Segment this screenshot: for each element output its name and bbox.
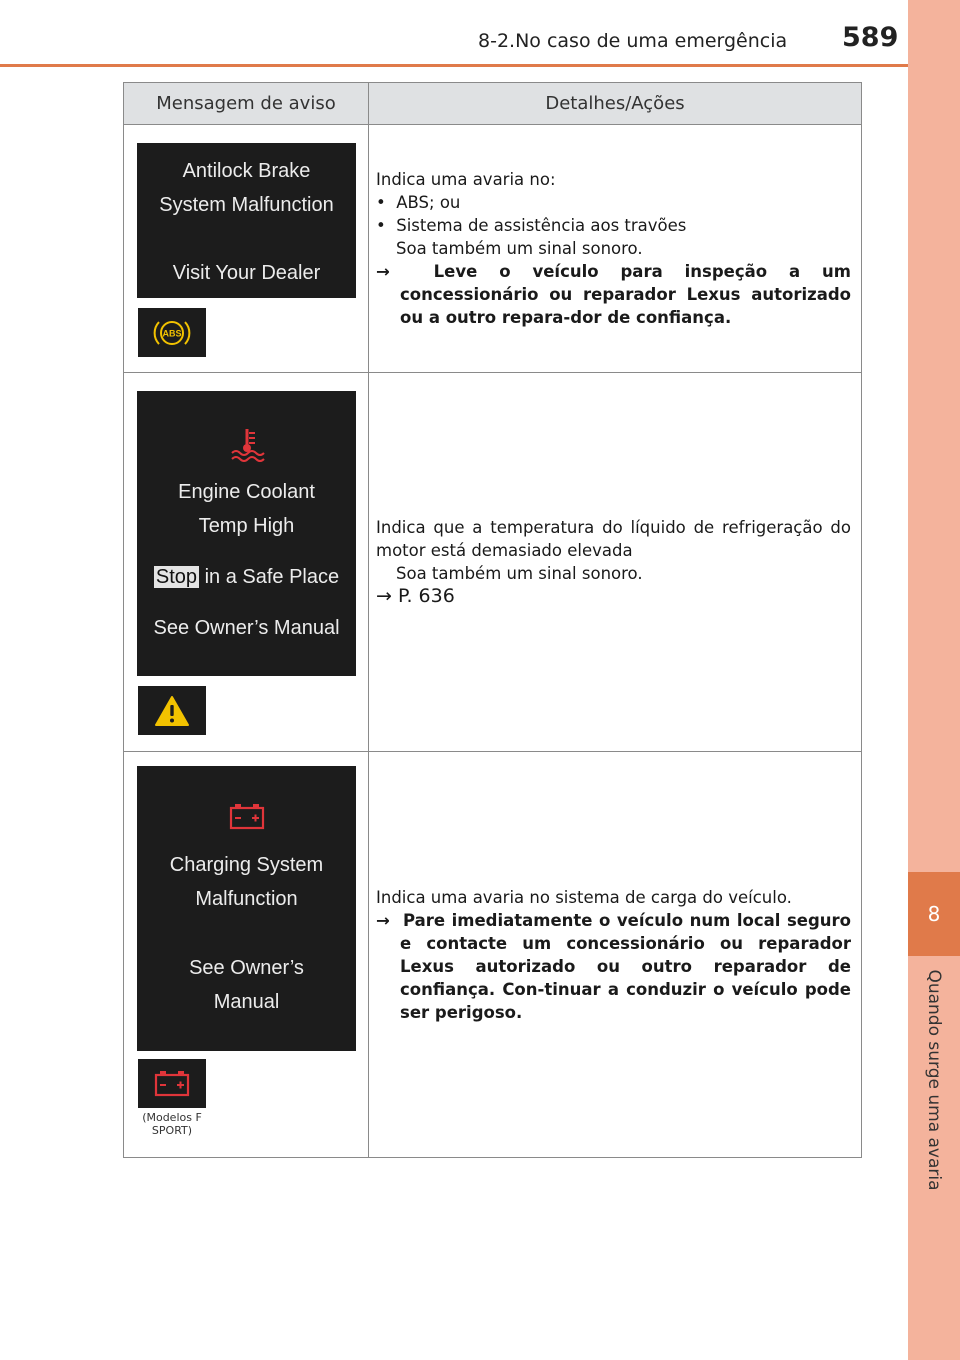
message-line: Engine Coolant	[178, 481, 315, 503]
action-line	[376, 909, 851, 1024]
table-row	[124, 752, 861, 1157]
page-reference	[376, 585, 851, 608]
battery-icon	[153, 1069, 191, 1099]
svg-text:ABS: ABS	[162, 328, 182, 338]
charging-warning-light	[138, 1059, 206, 1108]
details-cell	[369, 125, 861, 372]
arrow-glyph: →	[376, 585, 392, 607]
bullet-text: ABS; ou	[396, 193, 461, 212]
bullet-item: • Sistema de assistência aos travões	[376, 216, 687, 235]
multi-info-display-message	[137, 391, 356, 676]
action-text: Leve o veículo para inspeção a um concessionário ou reparador Lexus autorizado ou a outro repara-dor de confiança.	[400, 262, 851, 327]
bullet-item: • ABS; ou	[376, 193, 461, 212]
abs-warning-icon	[151, 316, 193, 350]
details-text: Indica uma avaria no sistema de carga do veículo.	[376, 887, 792, 907]
action-text: Pare imediatamente o veículo num local seguro e contacte um concessionário ou reparador Lexus autorizado ou outro reparador de confiança. Con-tinuar a conduzir o veículo pode ser perigoso.	[400, 910, 851, 1022]
page-number: 589	[842, 22, 899, 53]
message-line: See Owner’s	[189, 957, 304, 979]
header-divider	[0, 64, 908, 67]
message-line: Temp High	[198, 515, 295, 537]
details-text: Indica que a temperatura do líquido de refrigeração do motor está demasiado elevada	[376, 518, 851, 560]
chapter-title: Quando surge uma avaria	[924, 969, 944, 1191]
stop-label: Stop	[155, 566, 198, 588]
column-header-message: Mensagem de aviso	[124, 83, 369, 124]
action-line	[376, 260, 851, 329]
sound-note: Soa também um sinal sonoro.	[396, 239, 643, 258]
message-line: Manual	[213, 991, 280, 1013]
arrow-glyph: →	[376, 262, 390, 281]
details-intro: Indica uma avaria no:	[376, 170, 556, 189]
master-warning-triangle-icon	[154, 695, 190, 727]
message-line: Antilock Brake	[182, 160, 311, 182]
table-header-row	[124, 83, 861, 125]
page-reference-link[interactable]: P. 636	[397, 585, 455, 607]
column-header-details: Detalhes/Ações	[545, 93, 685, 114]
multi-info-display-message	[137, 766, 356, 1051]
sound-note: Soa também um sinal sonoro.	[396, 564, 643, 583]
battery-icon	[228, 802, 266, 832]
message-line: Charging System	[169, 854, 324, 876]
icon-caption: (Modelos F SPORT)	[142, 1111, 202, 1137]
message-line: Visit Your Dealer	[172, 262, 321, 284]
message-line: See Owner’s Manual	[153, 617, 340, 639]
multi-info-display-message	[137, 143, 356, 298]
details-cell	[369, 373, 861, 751]
message-text: in a Safe Place	[204, 566, 340, 588]
chapter-number: 8	[908, 872, 960, 956]
table-row	[124, 125, 861, 373]
table-row	[124, 373, 861, 752]
details-cell	[369, 752, 861, 1157]
section-title: 8-2.No caso de uma emergência	[478, 30, 788, 52]
message-line	[137, 565, 356, 589]
abs-warning-light	[138, 308, 206, 357]
master-warning-light	[138, 686, 206, 735]
message-line: Malfunction	[195, 888, 298, 910]
warning-message-table	[123, 82, 862, 1158]
arrow-glyph: →	[376, 910, 390, 930]
bullet-text: Sistema de assistência aos travões	[396, 216, 687, 235]
coolant-temperature-icon	[230, 425, 266, 463]
message-line: System Malfunction	[159, 194, 334, 216]
